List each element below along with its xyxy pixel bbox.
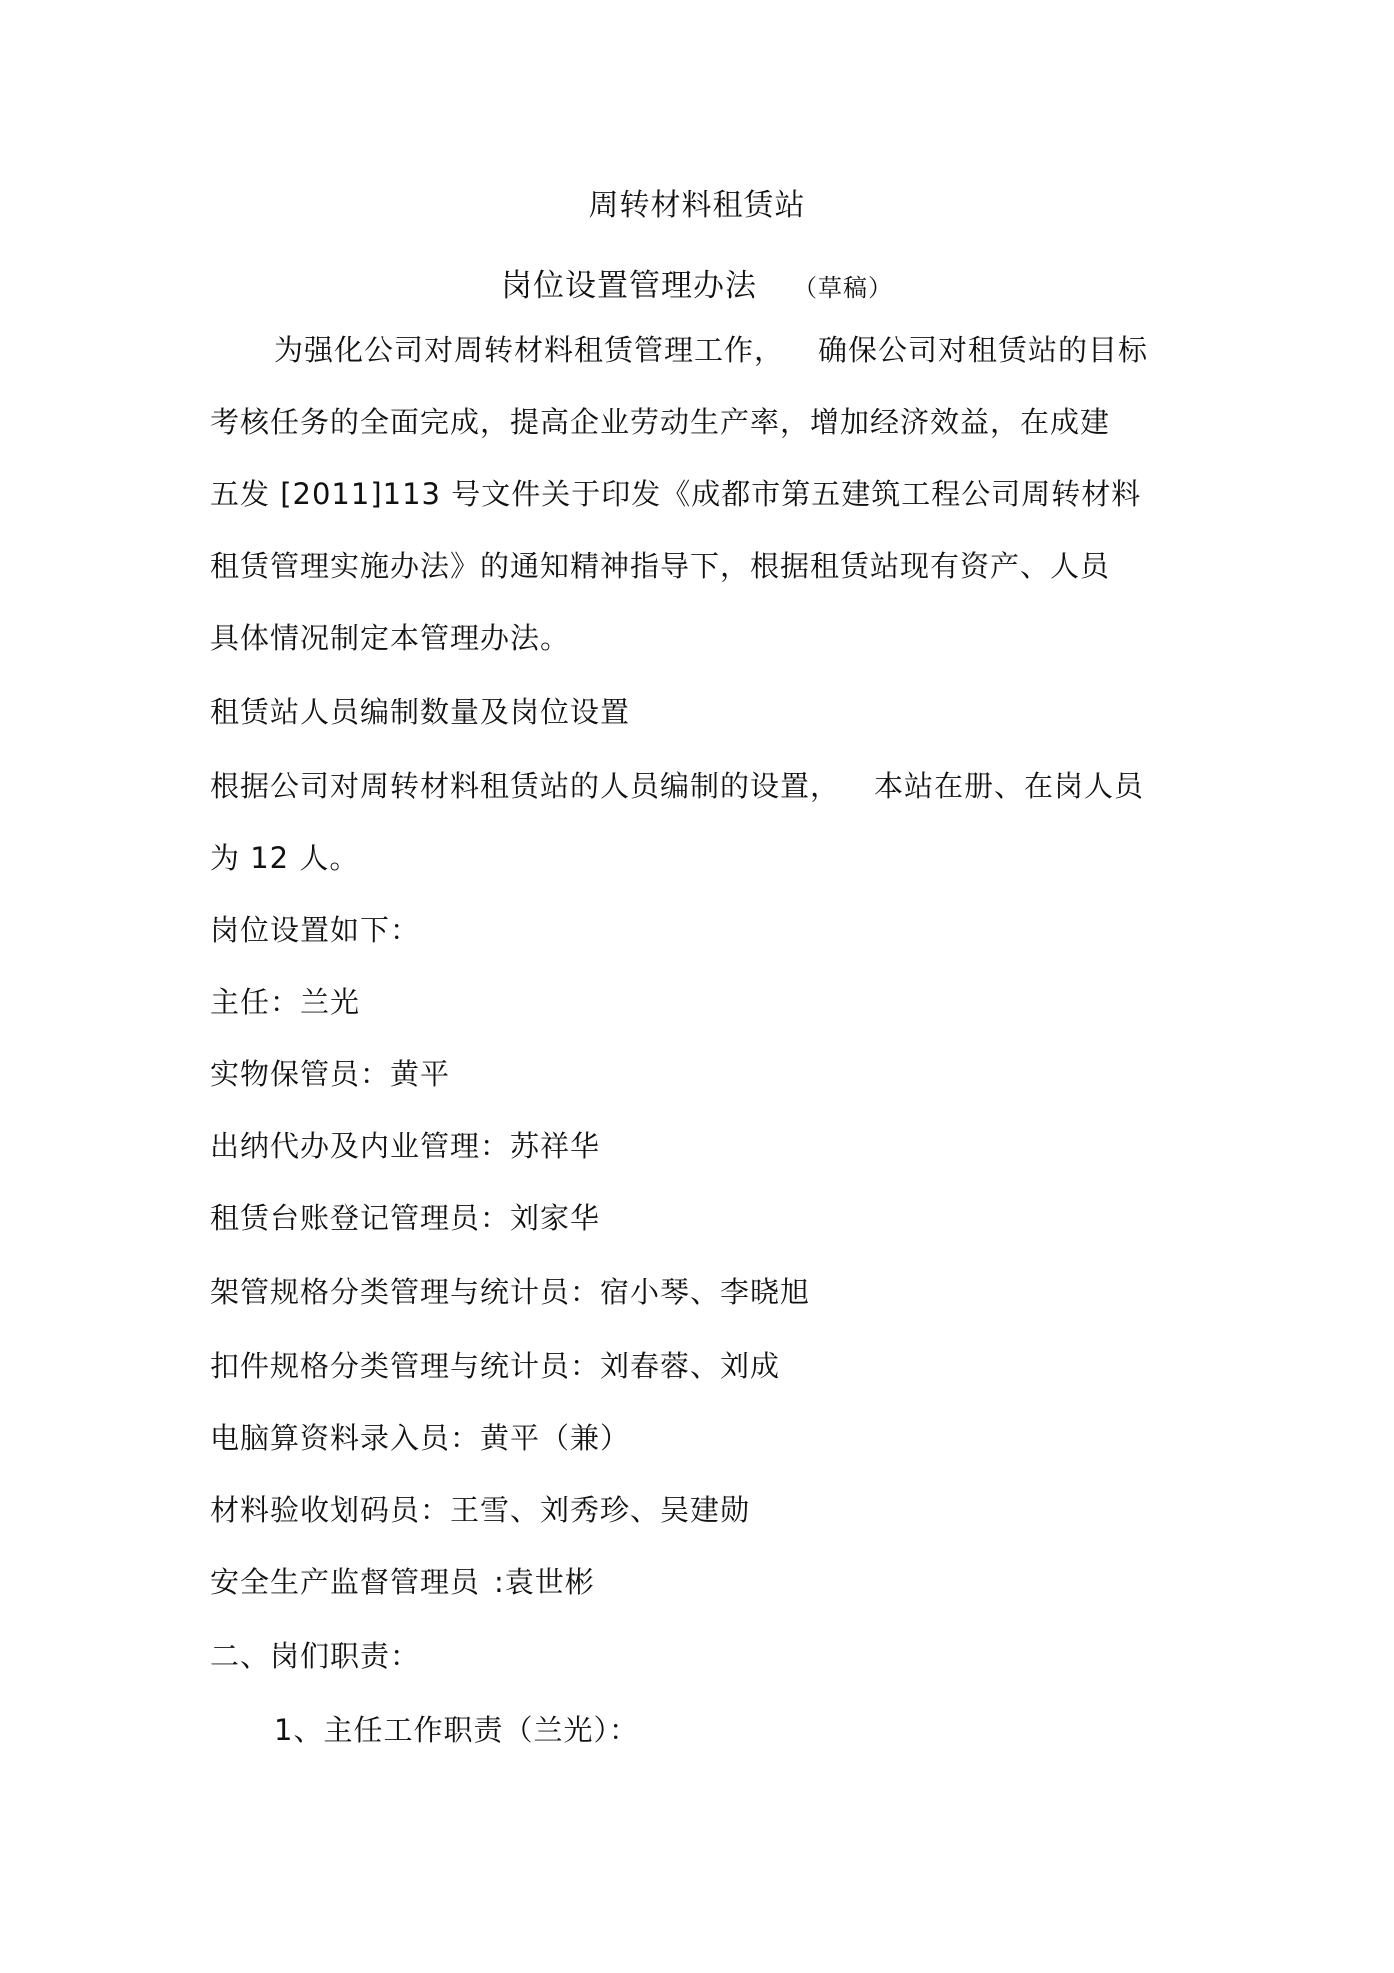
position-item: 扣件规格分类管理与统计员：刘春蓉、刘成 bbox=[210, 1349, 781, 1383]
section2-heading: 二、岗们职责： bbox=[210, 1639, 421, 1673]
safety-position bbox=[210, 1562, 595, 1602]
position-item: 材料验收划码员：王雪、刘秀珍、吴建勋 bbox=[210, 1493, 751, 1527]
doc-title bbox=[0, 264, 1394, 310]
doc-title-text: 岗位设置管理办法 bbox=[501, 268, 757, 304]
intro-line-3: 五发 [2011]113 号文件关于印发《成都市第五建筑工程公司周转材料 bbox=[210, 477, 1142, 511]
position-item: 出纳代办及内业管理：苏祥华 bbox=[210, 1129, 601, 1163]
draft-label: （草稿） bbox=[793, 274, 893, 302]
position-item: 电脑算资料录入员：黄平（兼） bbox=[210, 1421, 631, 1455]
position-item: 租赁台账登记管理员：刘家华 bbox=[210, 1201, 601, 1235]
staffing-line-2: 为 12 人。 bbox=[210, 841, 360, 875]
duty-item-1: 1、主任工作职责（兰光）： bbox=[274, 1713, 639, 1747]
intro-line-1a: 为强化公司对周转材料租赁管理工作， bbox=[274, 333, 785, 367]
staffing-line-1 bbox=[210, 766, 1144, 806]
position-item: 实物保管员：黄平 bbox=[210, 1057, 451, 1091]
staffing-line-1b: 本站在册、在岗人员 bbox=[874, 769, 1145, 803]
intro-line-4: 租赁管理实施办法》的通知精神指导下，根据租赁站现有资产、人员 bbox=[210, 549, 1111, 583]
position-item: 主任：兰光 bbox=[210, 985, 361, 1019]
safety-label: 安全生产监督管理员 bbox=[210, 1565, 481, 1599]
staffing-line-1a: 根据公司对周转材料租赁站的人员编制的设置， bbox=[210, 769, 841, 803]
intro-line-2: 考核任务的全面完成，提高企业劳动生产率，增加经济效益，在成建 bbox=[210, 405, 1111, 439]
intro-line-1 bbox=[274, 330, 1148, 370]
position-item: 架管规格分类管理与统计员：宿小琴、李晓旭 bbox=[210, 1275, 811, 1309]
safety-value: :袁世彬 bbox=[494, 1565, 595, 1599]
intro-line-1b: 确保公司对租赁站的目标 bbox=[818, 333, 1149, 367]
org-title: 周转材料租赁站 bbox=[588, 188, 806, 223]
intro-line-5: 具体情况制定本管理办法。 bbox=[210, 621, 571, 655]
positions-heading: 岗位设置如下： bbox=[210, 913, 421, 947]
section1-heading: 租赁站人员编制数量及岗位设置 bbox=[210, 695, 631, 729]
